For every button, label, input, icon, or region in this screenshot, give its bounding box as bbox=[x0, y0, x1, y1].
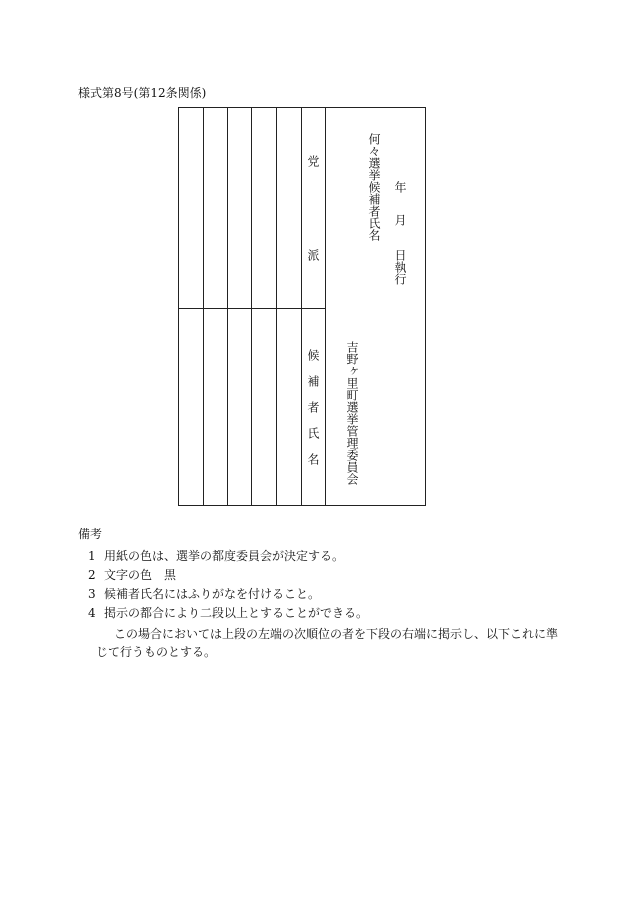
remark-continuation: じて行うものとする。 bbox=[96, 645, 217, 659]
form-title: 様式第8号(第12条関係) bbox=[78, 86, 207, 100]
election-commission: 吉野ヶ里町選挙管理委員会 bbox=[345, 341, 359, 485]
remark-item bbox=[88, 547, 344, 564]
remark-number: 3 bbox=[88, 587, 96, 601]
day-label: 日執行 bbox=[393, 249, 407, 285]
row-divider bbox=[179, 308, 325, 309]
year-label: 年 bbox=[393, 181, 407, 193]
month-label: 月 bbox=[393, 214, 407, 226]
party-label: 党 bbox=[306, 155, 320, 167]
remark-number: 2 bbox=[88, 568, 96, 582]
remarks-heading: 備考 bbox=[78, 527, 103, 541]
remark-number: 4 bbox=[88, 606, 96, 620]
column-divider bbox=[203, 108, 204, 505]
remark-continuation: この場合においては上段の左端の次順位の者を下段の右端に掲示し、以下これに準 bbox=[114, 627, 559, 641]
notice-form-table bbox=[178, 107, 426, 506]
faction-label: 派 bbox=[306, 249, 320, 261]
remark-number: 1 bbox=[88, 549, 96, 563]
remark-item bbox=[88, 566, 176, 583]
remark-text: 候補者氏名にはふりがなを付けること。 bbox=[104, 587, 321, 601]
column-divider bbox=[325, 108, 326, 505]
column-divider bbox=[276, 108, 277, 505]
column-divider bbox=[301, 108, 302, 505]
column-divider bbox=[251, 108, 252, 505]
remark-text: 文字の色 黒 bbox=[104, 568, 177, 582]
remark-item bbox=[88, 604, 368, 621]
candidate-name-label: 候補者氏名 bbox=[306, 349, 320, 479]
remark-text: 用紙の色は、選挙の都度委員会が決定する。 bbox=[104, 549, 345, 563]
remark-item bbox=[88, 585, 320, 602]
remark-text: 掲示の都合により二段以上とすることができる。 bbox=[104, 606, 369, 620]
election-title: 何々選挙候補者氏名 bbox=[367, 133, 381, 241]
column-divider bbox=[227, 108, 228, 505]
